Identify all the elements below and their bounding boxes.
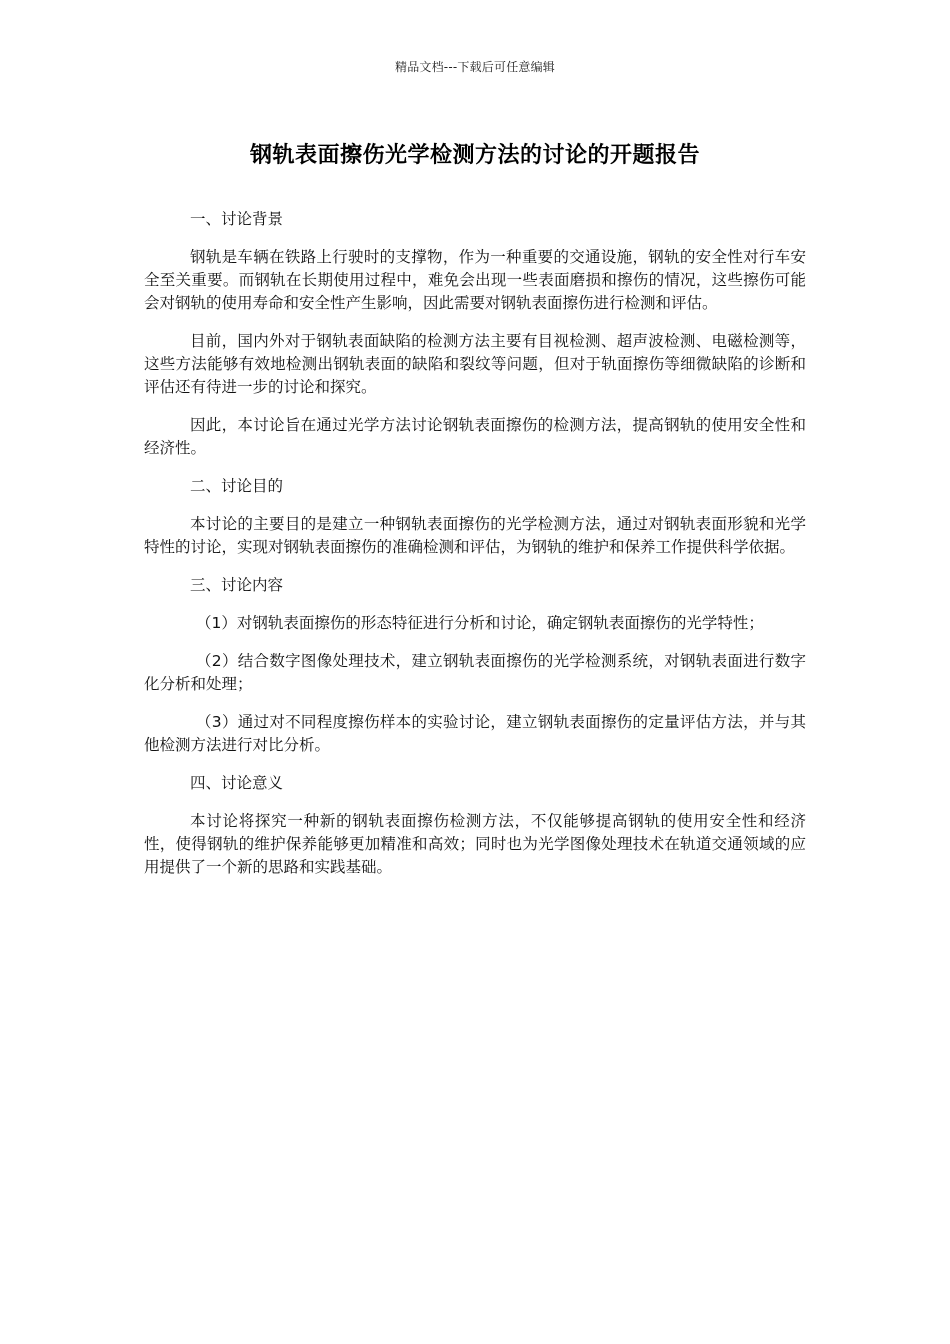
list-item: （1）对钢轨表面擦伤的形态特征进行分析和讨论，确定钢轨表面擦伤的光学特性； (196, 614, 764, 632)
paragraph: 钢轨是车辆在铁路上行驶时的支撑物，作为一种重要的交通设施，钢轨的安全性对行车安全至关重要。而钢轨在长期使用过程中，难免会出现一些表面磨损和擦伤的情况，这些擦伤可能会对钢轨的使用寿命和安全性产生影响，因此需要对钢轨表面擦伤进行检测和评估。 (144, 248, 806, 312)
section-heading-significance: 四、讨论意义 (190, 774, 284, 792)
paragraph: 目前，国内外对于钢轨表面缺陷的检测方法主要有目视检测、超声波检测、电磁检测等，这些方法能够有效地检测出钢轨表面的缺陷和裂纹等问题，但对于轨面擦伤等细微缺陷的诊断和评估还有待进一步的讨论和探究。 (144, 332, 806, 396)
paragraph: 本讨论的主要目的是建立一种钢轨表面擦伤的光学检测方法，通过对钢轨表面形貌和光学特性的讨论，实现对钢轨表面擦伤的准确检测和评估，为钢轨的维护和保养工作提供科学依据。 (144, 515, 806, 556)
document-title: 钢轨表面擦伤光学检测方法的讨论的开题报告 (249, 143, 700, 168)
section-heading-purpose: 二、讨论目的 (190, 477, 284, 495)
section-heading-content: 三、讨论内容 (190, 576, 284, 594)
paragraph: 因此，本讨论旨在通过光学方法讨论钢轨表面擦伤的检测方法，提高钢轨的使用安全性和经济性。 (144, 416, 806, 457)
list-item: （2）结合数字图像处理技术，建立钢轨表面擦伤的光学检测系统，对钢轨表面进行数字化分析和处理； (144, 652, 806, 693)
header-note: 精品文档---下载后可任意编辑 (395, 60, 555, 74)
list-item: （3）通过对不同程度擦伤样本的实验讨论，建立钢轨表面擦伤的定量评估方法，并与其他检测方法进行对比分析。 (144, 713, 806, 754)
section-heading-background: 一、讨论背景 (190, 210, 284, 228)
document-body (144, 208, 806, 894)
paragraph: 本讨论将探究一种新的钢轨表面擦伤检测方法，不仅能够提高钢轨的使用安全性和经济性，使得钢轨的维护保养能够更加精准和高效；同时也为光学图像处理技术在轨道交通领域的应用提供了一个新的思路和实践基础。 (144, 812, 806, 876)
